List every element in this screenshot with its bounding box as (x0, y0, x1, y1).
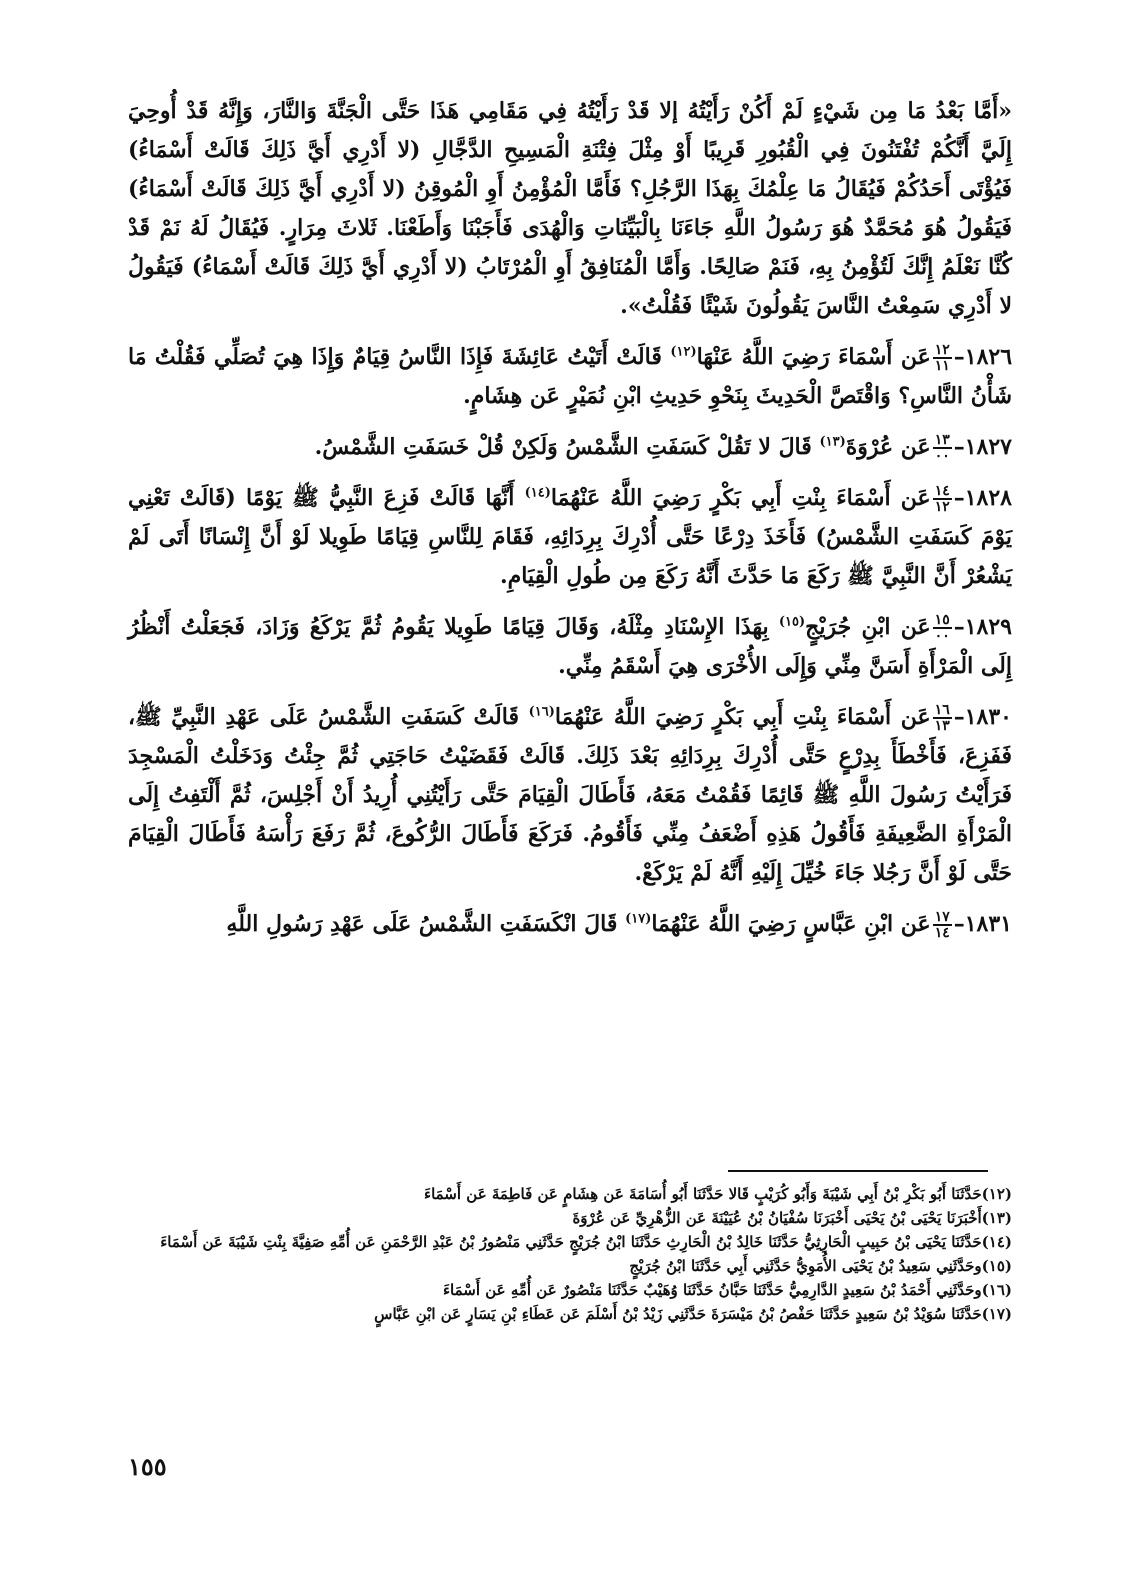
fraction-bottom: ٠٠ (934, 628, 950, 644)
fraction-bottom: ٠٠ (934, 448, 950, 464)
footnote-ref: (١٤) (524, 485, 551, 501)
hadith-number: ١٨٢٨ (964, 485, 1012, 511)
hadith-fraction (933, 613, 952, 643)
footnote: (١٤)حَدَّثَنَا يَحْيَى بْنُ حَبِيبٍ الْحَارِثِيُّ حَدَّثَنَا خَالِدُ بْنُ الْحَارِثِ حَدَّثَنَا ابْنُ جُرَيْجٍ حَدَّثَنِي مَنْصُورُ بْنُ عَبْدِ الرَّحْمَنِ عَن أُمِّهِ صَفِيَّةَ بِنْتِ شَيْبَةَ عَن أَسْمَاءَ (160, 1233, 1012, 1251)
hadith-number: ١٨٢٦ (964, 344, 1013, 370)
hadith-1830: ١٨٣٠– $\frac{١٦}{١٣}$ عَن أَسْمَاءَ بِنْتِ أَبِي بَكْرٍ رَضِيَ اللَّهُ عَنْهُمَا$^{(١٦)}$ قَالَتْ كَسَفَتِ الشَّمْسُ عَلَى عَهْدِ النَّبِيِّ ﷺ، فَفَزِعَ، فَأَخْطَأَ بِدِرْعٍ حَتَّى أُدْرِكَ بِرِدَائِهِ بَعْدَ ذَلِكَ. قَالَتْ فَقَضَيْتُ حَاجَتِي ثُمَّ جِئْتُ وَدَخَلْتُ الْمَسْجِدَ فَرَأَيْتُ رَسُولَ اللَّهِ ﷺ قَائِمًا فَقُمْتُ مَعَهُ، فَأَطَالَ الْقِيَامَ حَتَّى رَأَيْتُنِي أُرِيدُ أَنْ أَجْلِسَ، ثُمَّ أَلْتَفِتُ إِلَى الْمَرْأَةِ الضَّعِيفَةِ فَأَقُولُ هَذِهِ أَضْعَفُ مِنِّي فَأَقُومُ. فَرَكَعَ فَأَطَالَ الرُّكُوعَ، ثُمَّ رَفَعَ رَأْسَهُ فَأَطَالَ الْقِيَامَ حَتَّى لَوْ أَنَّ رَجُلا جَاءَ خُيِّلَ إِلَيْهِ أَنَّهُ لَمْ يَرْكَعْ. (128, 702, 1012, 886)
hadith-text: قَالَتْ أَتَيْتُ عَائِشَةَ فَإِذَا النَّاسُ قِيَامٌ وَإِذَا هِيَ تُصَلِّي فَقُلْتُ مَا شَأْنُ النَّاسِ؟ وَاقْتَصَّ الْحَدِيثَ بِنَحْوِ حَدِيثِ ابْنِ نُمَيْرٍ عَن هِشَامٍ. (128, 344, 1012, 409)
hadith-fraction (933, 910, 952, 940)
hadith-lead: عَن أَسْمَاءَ بِنْتِ أَبِي بَكْرٍ رَضِيَ اللَّهُ عَنْهُمَا (550, 485, 931, 511)
main-text (128, 92, 1012, 956)
hadith-lead: عَن ابْنِ جُرَيْجٍ (805, 614, 931, 640)
fraction-bottom: ١٤ (934, 925, 950, 941)
footnote: (١٦)وحَدَّثَنِي أَحْمَدُ بْنُ سَعِيدٍ الدَّارِمِيُّ حَدَّثَنَا حَبَّانُ حَدَّثَنَا وُهَيْبٌ حَدَّثَنَا مَنْصُورٌ عَن أُمِّهِ عَن أَسْمَاءَ (443, 1281, 1012, 1299)
fraction-top: ١٥ (934, 612, 950, 628)
footnote: (١٥)وحَدَّثَنِي سَعِيدُ بْنُ يَحْيَى الأُمَوِيُّ حَدَّثَنِي أَبِي حَدَّثَنَا ابْنُ جُرَيْجٍ (629, 1257, 1012, 1275)
fraction-top: ١٢ (934, 342, 950, 358)
hadith-lead: عَن ابْنِ عَبَّاسٍ رَضِيَ اللَّهُ عَنْهُمَا (651, 911, 931, 937)
intro-paragraph: «أَمَّا بَعْدُ مَا مِن شَيْءٍ لَمْ أَكُنْ رَأَيْتُهُ إلا قَدْ رَأَيْتُهُ فِي مَقَامِي هَذَا حَتَّى الْجَنَّةَ وَالنَّارَ، وَإِنَّهُ قَدْ أُوحِيَ إِلَيَّ أَنَّكُمْ تُفْتَنُونَ فِي الْقُبُورِ قَرِيبًا أَوْ مِثْلَ فِتْنَةِ الْمَسِيحِ الدَّجَّالِ (لا أَدْرِي أَيَّ ذَلِكَ قَالَتْ أَسْمَاءُ) فَيُؤْتَى أَحَدُكُمْ فَيُقَالُ مَا عِلْمُكَ بِهَذَا الرَّجُلِ؟ فَأَمَّا الْمُؤْمِنُ أَوِ الْمُوقِنُ (لا أَدْرِي أَيَّ ذَلِكَ قَالَتْ أَسْمَاءُ) فَيَقُولُ هُوَ مُحَمَّدٌ هُوَ رَسُولُ اللَّهِ جَاءَنَا بِالْبَيِّنَاتِ وَالْهُدَى فَأَجَبْنَا وَأَطَعْنَا. ثَلاثَ مِرَارٍ. فَيُقَالُ لَهُ نَمْ قَدْ كُنَّا نَعْلَمُ إِنَّكَ لَتُؤْمِنُ بِهِ، فَنَمْ صَالِحًا. وَأَمَّا الْمُنَافِقُ أَوِ الْمُرْتَابُ (لا أَدْرِي أَيَّ ذَلِكَ قَالَتْ أَسْمَاءُ) فَيَقُولُ لا أَدْرِي سَمِعْتُ النَّاسَ يَقُولُونَ شَيْئًا فَقُلْتُ». (128, 98, 1012, 319)
fraction-top: ١٧ (934, 909, 950, 925)
footnotes (150, 1182, 1012, 1326)
hadith-number: ١٨٢٧ (964, 434, 1012, 460)
hadith-lead: عَن أَسْمَاءَ بِنْتِ أَبِي بَكْرٍ رَضِيَ اللَّهُ عَنْهُمَا (554, 704, 931, 730)
footnote: (١٢)حَدَّثَنَا أَبُو بَكْرِ بْنُ أَبِي شَيْبَةَ وَأَبُو كُرَيْبٍ قَالا حَدَّثَنَا أَبُو أُسَامَةَ عَن هِشَامٍ عَن فَاطِمَةَ عَن أَسْمَاءَ (424, 1185, 1012, 1203)
fraction-bottom: ١٢ (934, 499, 950, 515)
hadith-1827: ١٨٢٧– $\frac{١٣}{٠٠}$ عَن عُرْوَةَ$^{(١٣)}$ قَالَ لا تَقُلْ كَسَفَتِ الشَّمْسُ وَلَكِنْ قُلْ خَسَفَتِ الشَّمْسُ. (314, 432, 1012, 464)
fraction-bottom: ١٣ (934, 718, 950, 734)
hadith-fraction (933, 343, 952, 373)
hadith-1829: ١٨٢٩– $\frac{١٥}{٠٠}$ عَن ابْنِ جُرَيْجٍ$^{(١٥)}$ بِهَذَا الإِسْنَادِ مِثْلَهُ، وَقَالَ قِيَامًا طَوِيلا يَقُومُ ثُمَّ يَرْكَعُ وَزَادَ، فَجَعَلْتُ أَنْظُرُ إِلَى الْمَرْأَةِ أَسَنَّ مِنِّي وَإِلَى الأُخْرَى هِيَ أَسْقَمُ مِنِّي. (128, 612, 1012, 679)
hadith-1826: ١٨٢٦– $\frac{١٢}{١١}$ عَن أَسْمَاءَ رَضِيَ اللَّهُ عَنْهَا$^{(١٢)}$ قَالَتْ أَتَيْتُ عَائِشَةَ فَإِذَا النَّاسُ قِيَامٌ وَإِذَا هِيَ تُصَلِّي فَقُلْتُ مَا شَأْنُ النَّاسِ؟ وَاقْتَصَّ الْحَدِيثَ بِنَحْوِ حَدِيثِ ابْنِ نُمَيْرٍ عَن هِشَامٍ. (128, 342, 1013, 409)
hadith-text: أَنَّهَا قَالَتْ فَزِعَ النَّبِيُّ ﷺ يَوْمًا (قَالَتْ تَعْنِي يَوْمَ كَسَفَتِ الشَّمْسُ) فَأَخَذَ دِرْعًا حَتَّى أُدْرِكَ بِرِدَائِهِ، فَقَامَ لِلنَّاسِ قِيَامًا طَوِيلا لَوْ أَنَّ إِنْسَانًا أَتَى لَمْ يَشْعُرْ أَنَّ النَّبِيَّ ﷺ رَكَعَ مَا حَدَّثَ أَنَّهُ رَكَعَ مِن طُولِ الْقِيَامِ. (128, 485, 1012, 589)
footnote: (١٧)حَدَّثَنَا سُوَيْدُ بْنُ سَعِيدٍ حَدَّثَنَا حَفْصُ بْنُ مَيْسَرَةَ حَدَّثَنِي زَيْدُ بْنُ أَسْلَمَ عَن عَطَاءِ بْنِ يَسَارٍ عَن ابْنِ عَبَّاسٍ (374, 1305, 1012, 1323)
hadith-lead: عَن عُرْوَةَ (845, 434, 931, 460)
footnote-ref: (١٢) (670, 344, 697, 360)
fraction-top: ١٦ (934, 702, 950, 718)
hadith-1828: ١٨٢٨– $\frac{١٤}{١٢}$ عَن أَسْمَاءَ بِنْتِ أَبِي بَكْرٍ رَضِيَ اللَّهُ عَنْهُمَا$^{(١٤)}$ أَنَّهَا قَالَتْ فَزِعَ النَّبِيُّ ﷺ يَوْمًا (قَالَتْ تَعْنِي يَوْمَ كَسَفَتِ الشَّمْسُ) فَأَخَذَ دِرْعًا حَتَّى أُدْرِكَ بِرِدَائِهِ، فَقَامَ لِلنَّاسِ قِيَامًا طَوِيلا لَوْ أَنَّ إِنْسَانًا أَتَى لَمْ يَشْعُرْ أَنَّ النَّبِيَّ ﷺ رَكَعَ مَا حَدَّثَ أَنَّهُ رَكَعَ مِن طُولِ الْقِيَامِ. (128, 483, 1012, 589)
footnote-divider (728, 1170, 988, 1172)
hadith-text: قَالَتْ كَسَفَتِ الشَّمْسُ عَلَى عَهْدِ النَّبِيِّ ﷺ، فَفَزِعَ، فَأَخْطَأَ بِدِرْعٍ حَتَّى أُدْرِكَ بِرِدَائِهِ بَعْدَ ذَلِكَ. قَالَتْ فَقَضَيْتُ حَاجَتِي ثُمَّ جِئْتُ وَدَخَلْتُ الْمَسْجِدَ فَرَأَيْتُ رَسُولَ اللَّهِ ﷺ قَائِمًا فَقُمْتُ مَعَهُ، فَأَطَالَ الْقِيَامَ حَتَّى رَأَيْتُنِي أُرِيدُ أَنْ أَجْلِسَ، ثُمَّ أَلْتَفِتُ إِلَى الْمَرْأَةِ الضَّعِيفَةِ فَأَقُولُ هَذِهِ أَضْعَفُ مِنِّي فَأَقُومُ. فَرَكَعَ فَأَطَالَ الرُّكُوعَ، ثُمَّ رَفَعَ رَأْسَهُ فَأَطَالَ الْقِيَامَ حَتَّى لَوْ أَنَّ رَجُلا جَاءَ خُيِّلَ إِلَيْهِ أَنَّهُ لَمْ يَرْكَعْ. (128, 704, 1012, 886)
hadith-fraction (933, 484, 952, 514)
fraction-top: ١٤ (934, 483, 950, 499)
hadith-number: ١٨٣١ (964, 911, 1012, 937)
fraction-top: ١٣ (934, 432, 950, 448)
page-number: ١٥٥ (128, 1452, 167, 1481)
hadith-text: قَالَ لا تَقُلْ كَسَفَتِ الشَّمْسُ وَلَكِنْ قُلْ خَسَفَتِ الشَّمْسُ. (314, 434, 812, 460)
hadith-fraction (933, 433, 952, 463)
footnote-ref: (١٥) (778, 614, 806, 630)
fraction-bottom: ١١ (934, 358, 950, 374)
hadith-text: قَالَ انْكَسَفَتِ الشَّمْسُ عَلَى عَهْدِ رَسُولِ اللَّهِ (226, 911, 618, 937)
hadith-lead: عَن أَسْمَاءَ رَضِيَ اللَّهُ عَنْهَا (696, 344, 931, 370)
footnote-ref: (١٦) (528, 704, 555, 720)
hadith-fraction (933, 703, 952, 733)
footnote: (١٣)أَخْبَرَنَا يَحْيَى بْنُ يَحْيَى أَخْبَرَنَا سُفْيَانُ بْنُ عُيَيْنَةَ عَن الزُّهْرِيِّ عَن عُرْوَةَ (572, 1209, 1012, 1227)
hadith-number: ١٨٣٠ (964, 704, 1012, 730)
hadith-number: ١٨٢٩ (964, 614, 1012, 640)
footnote-ref: (١٧) (625, 911, 652, 927)
footnote-ref: (١٣) (819, 434, 846, 450)
hadith-text: بِهَذَا الإِسْنَادِ مِثْلَهُ، وَقَالَ قِيَامًا طَوِيلا يَقُومُ ثُمَّ يَرْكَعُ وَزَادَ، فَجَعَلْتُ أَنْظُرُ إِلَى الْمَرْأَةِ أَسَنَّ مِنِّي وَإِلَى الأُخْرَى هِيَ أَسْقَمُ مِنِّي. (128, 614, 1012, 679)
hadith-1831: ١٨٣١– $\frac{١٧}{١٤}$ عَن ابْنِ عَبَّاسٍ رَضِيَ اللَّهُ عَنْهُمَا$^{(١٧)}$ قَالَ انْكَسَفَتِ الشَّمْسُ عَلَى عَهْدِ رَسُولِ اللَّهِ (226, 909, 1012, 941)
